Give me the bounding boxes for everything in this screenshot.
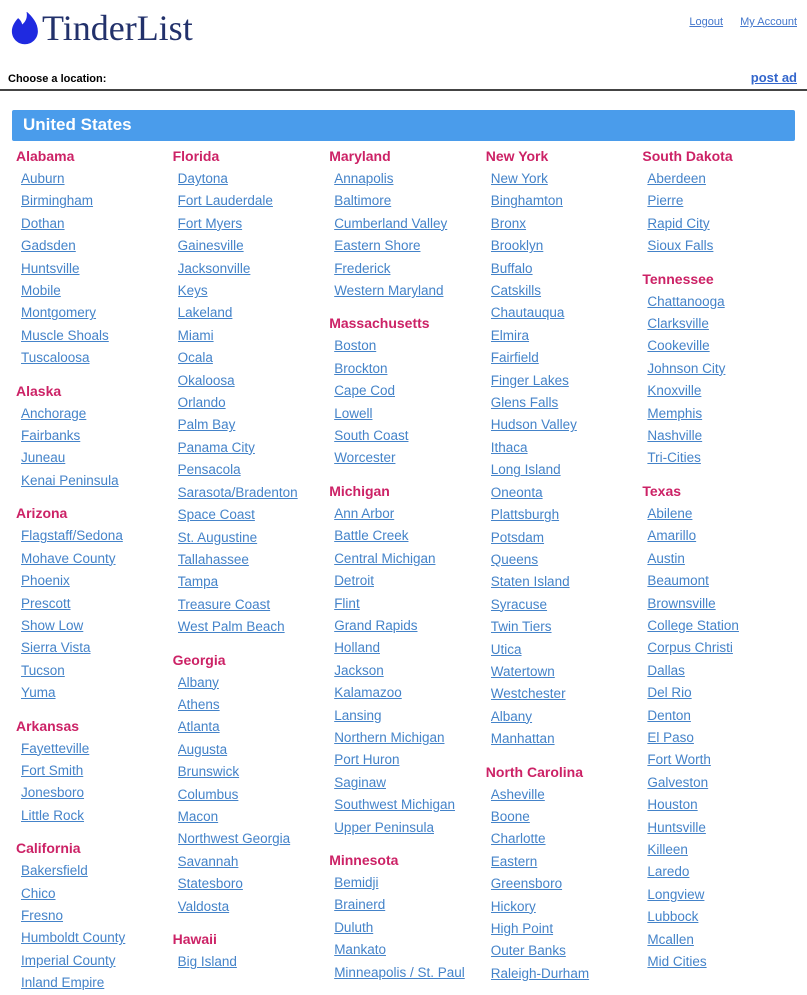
city-link[interactable]: Montgomery [21,305,97,321]
city-link[interactable]: Palm Bay [177,417,236,433]
city-link[interactable]: Central Michigan [334,550,436,566]
city-link[interactable]: Glens Falls [490,395,559,411]
city-link[interactable]: Corpus Christi [647,640,733,656]
city-link[interactable]: Little Rock [21,807,85,823]
city-link[interactable]: Minneapolis / St. Paul [334,964,465,980]
city-link[interactable]: Plattsburgh [490,507,560,523]
city-link[interactable]: Queens [490,551,539,567]
city-link[interactable]: Keys [177,283,208,299]
city-link[interactable]: Imperial County [21,952,116,968]
states-grid [16,145,799,995]
city-link[interactable]: Cape Cod [334,383,395,399]
state-header: Massachusetts [329,315,430,332]
my-account-link[interactable]: My Account [740,16,797,28]
city-link[interactable]: Johnson City [647,360,726,376]
state-header: Texas [642,482,682,499]
city-link[interactable]: Syracuse [490,596,548,612]
state-header: Hawaii [172,931,217,947]
city-link[interactable]: Oneonta [490,484,543,500]
city-link[interactable]: Brooklyn [490,238,544,254]
city-link[interactable]: Muscle Shoals [21,327,109,343]
state-header: North Carolina [485,763,584,780]
states-column [173,145,330,995]
city-link[interactable]: Okaloosa [177,372,235,388]
city-link[interactable]: Chautauqua [490,305,565,321]
city-link[interactable]: Outer Banks [490,943,566,959]
state-header: Georgia [172,651,226,668]
city-link[interactable]: Hudson Valley [490,417,577,433]
city-link[interactable]: Flint [334,595,360,611]
city-link[interactable]: Long Island [490,462,561,478]
state-header: California [16,840,81,857]
city-link[interactable]: Buffalo [490,260,533,276]
state-header: New York [485,148,549,164]
city-link[interactable]: Statesboro [177,876,243,892]
city-link[interactable]: Savannah [177,853,239,869]
city-link[interactable]: Fort Lauderdale [177,193,273,209]
city-link[interactable]: Bemidji [334,874,379,890]
city-link[interactable]: Orlando [177,395,226,411]
city-link[interactable]: Denton [647,707,691,723]
states-column [642,145,799,995]
city-link[interactable]: Del Rio [647,685,692,701]
city-link[interactable]: Raleigh-Durham [490,965,590,981]
page-header [0,0,807,56]
state-header: Alaska [16,382,62,399]
state-header: Michigan [329,482,390,499]
city-link[interactable]: Nashville [647,428,703,444]
city-link[interactable]: Space Coast [177,507,255,523]
city-link[interactable]: Valdosta [177,898,230,914]
city-link[interactable]: Charlotte [490,831,546,847]
city-link[interactable]: College Station [647,617,739,633]
city-link[interactable]: Clarksville [647,316,709,332]
city-link[interactable]: Mankato [334,942,386,958]
city-link[interactable]: Anchorage [21,405,87,421]
flame-icon [10,10,40,46]
city-link[interactable]: Cookeville [647,338,710,354]
state-header: Minnesota [329,851,399,868]
city-link[interactable]: Miami [177,327,214,343]
city-link[interactable]: Brownsville [647,595,716,611]
city-link[interactable]: Northwest Georgia [177,831,291,847]
city-link[interactable]: Sioux Falls [647,238,714,254]
city-link[interactable]: Abilene [647,505,693,521]
city-link[interactable]: Amarillo [647,528,697,544]
city-link[interactable]: Grand Rapids [334,617,418,633]
city-link[interactable]: Show Low [21,617,84,633]
city-link[interactable]: Columbus [177,786,239,802]
city-link[interactable]: Aberdeen [647,171,706,186]
city-link[interactable]: Saginaw [334,774,386,790]
city-link[interactable]: Binghamton [490,193,563,209]
city-link[interactable]: Utica [490,641,522,657]
city-link[interactable]: Westchester [490,686,566,702]
city-link[interactable]: Kenai Peninsula [21,472,119,488]
city-link[interactable]: Tri-Cities [647,450,701,466]
city-link[interactable]: Fresno [21,907,64,923]
city-link[interactable]: South Coast [334,428,409,444]
city-link[interactable]: Knoxville [647,383,702,399]
city-link[interactable]: Augusta [177,741,228,757]
city-link[interactable]: Macon [177,808,219,824]
city-link[interactable]: Treasure Coast [177,596,271,612]
city-link[interactable]: El Paso [647,729,694,745]
city-link[interactable]: Phoenix [21,573,70,589]
top-nav [675,16,797,28]
city-link[interactable]: Big Island [177,954,237,969]
logout-link[interactable]: Logout [689,16,724,28]
site-title: TinderList [42,8,193,48]
city-link[interactable]: Holland [334,640,380,656]
states-column [486,145,643,995]
city-link[interactable]: Upper Peninsula [334,819,435,835]
city-link[interactable]: High Point [490,921,554,936]
city-link[interactable]: Greensboro [490,876,563,892]
city-link[interactable]: Galveston [647,774,709,790]
city-link[interactable]: Longview [647,886,705,902]
city-link[interactable]: Lakeland [177,305,233,321]
country-banner: United States [12,110,795,141]
city-link[interactable]: Eastern Shore [334,238,421,254]
city-link[interactable]: Humboldt County [21,930,126,946]
city-link[interactable]: Brainerd [334,897,386,913]
post-ad-link[interactable]: post ad [750,70,797,85]
city-link[interactable]: Northern Michigan [334,729,445,745]
city-link[interactable]: Gainesville [177,238,244,254]
city-link[interactable]: Yuma [21,685,56,701]
city-link[interactable]: Atlanta [177,719,220,735]
state-header: Florida [172,148,220,164]
city-link[interactable]: Ocala [177,350,213,366]
city-link[interactable]: Southwest Michigan [334,797,456,813]
city-link[interactable]: Gadsden [21,238,76,254]
city-link[interactable]: Chico [21,885,56,901]
city-link[interactable]: Dothan [21,215,65,231]
city-link[interactable]: Jonesboro [21,785,85,801]
city-link[interactable]: West Palm Beach [177,619,285,635]
city-link[interactable]: Lubbock [647,909,699,925]
city-link[interactable]: Western Maryland [334,283,444,299]
city-link[interactable]: Tallahassee [177,551,249,567]
city-link[interactable]: Jacksonville [177,260,251,276]
states-column [16,145,173,995]
city-link[interactable]: Lansing [334,707,382,723]
city-link[interactable]: Jackson [334,662,384,678]
city-link[interactable]: Elmira [490,327,530,343]
city-link[interactable]: Albany [490,708,533,724]
city-link[interactable]: Sarasota/Bradenton [177,484,298,500]
city-link[interactable]: Finger Lakes [490,372,569,388]
city-link[interactable]: Inland Empire [21,975,105,991]
city-link[interactable]: Worcester [334,450,396,466]
city-link[interactable]: Daytona [177,171,228,186]
city-link[interactable]: Boston [334,338,377,354]
city-link[interactable]: Cumberland Valley [334,215,448,231]
city-link[interactable]: Killeen [647,841,688,857]
city-link[interactable]: Twin Tiers [490,619,552,635]
city-link[interactable]: Laredo [647,864,690,880]
city-link[interactable]: Austin [647,550,685,566]
city-link[interactable]: Staten Island [490,574,570,590]
city-link[interactable]: Duluth [334,919,374,935]
city-link[interactable]: Asheville [490,786,545,802]
city-link[interactable]: Beaumont [647,573,709,589]
city-link[interactable]: Ithaca [490,439,528,455]
city-link[interactable]: Tampa [177,574,219,590]
city-link[interactable]: Watertown [490,663,555,679]
city-link[interactable]: St. Augustine [177,529,258,545]
city-link[interactable]: Pensacola [177,462,241,478]
city-link[interactable]: Dallas [647,662,685,678]
city-link[interactable]: Detroit [334,573,374,589]
city-link[interactable]: Potsdam [490,529,545,545]
city-link[interactable]: Fort Worth [647,752,711,768]
city-link[interactable]: Battle Creek [334,528,409,544]
city-link[interactable]: Fort Smith [21,762,84,778]
city-link[interactable]: Chattanooga [647,293,725,309]
city-link[interactable]: Lowell [334,405,373,421]
city-link[interactable]: Port Huron [334,752,400,768]
city-link[interactable]: Annapolis [334,171,394,186]
city-link[interactable]: Brunswick [177,764,240,780]
city-link[interactable]: Athens [177,696,220,712]
city-link[interactable]: Kalamazoo [334,685,402,701]
city-link[interactable]: Birmingham [21,193,94,209]
city-link[interactable]: Albany [177,674,219,690]
city-link[interactable]: Prescott [21,595,71,611]
city-link[interactable]: Tuscaloosa [21,350,90,366]
choose-location-label: Choose a location: [8,73,107,85]
city-link[interactable]: Manhattan [490,731,555,747]
location-toolbar [0,56,807,91]
state-header: Arizona [16,505,68,522]
city-link[interactable]: Tucson [21,662,65,678]
city-link[interactable]: Fairfield [490,350,539,366]
state-header: Alabama [16,148,75,164]
city-link[interactable]: New York [490,171,548,186]
city-link[interactable]: Mcallen [647,931,694,947]
city-link[interactable]: Fayetteville [21,740,90,756]
city-link[interactable]: Juneau [21,450,66,466]
city-link[interactable]: Rapid City [647,215,710,231]
state-header: Tennessee [642,270,714,287]
state-header: South Dakota [642,148,733,164]
city-link[interactable]: Huntsville [647,819,706,835]
site-logo[interactable] [10,8,797,48]
city-link[interactable]: Auburn [21,171,65,186]
city-link[interactable]: Boone [490,808,530,824]
city-link[interactable]: Pierre [647,193,684,209]
city-link[interactable]: Brockton [334,360,388,376]
city-link[interactable]: Mid Cities [647,954,707,969]
city-link[interactable]: Catskills [490,283,542,299]
city-link[interactable]: Panama City [177,439,255,455]
state-header: Maryland [329,148,391,164]
state-header: Arkansas [16,717,80,734]
city-link[interactable]: Houston [647,797,698,813]
states-column [329,145,486,995]
city-link[interactable]: Hickory [490,898,536,914]
city-link[interactable]: Eastern [490,853,538,869]
city-link[interactable]: Bakersfield [21,863,88,879]
city-link[interactable]: Mobile [21,283,61,299]
city-link[interactable]: Memphis [647,405,703,421]
city-link[interactable]: Flagstaff/Sedona [21,528,123,544]
city-link[interactable]: Ann Arbor [334,505,395,521]
city-link[interactable]: Fairbanks [21,428,81,444]
city-link[interactable]: Baltimore [334,193,392,209]
city-link[interactable]: Mohave County [21,550,116,566]
city-link[interactable]: Bronx [490,215,527,231]
city-link[interactable]: Frederick [334,260,391,276]
city-link[interactable]: Huntsville [21,260,80,276]
city-link[interactable]: Sierra Vista [21,640,91,656]
city-link[interactable]: Fort Myers [177,215,243,231]
